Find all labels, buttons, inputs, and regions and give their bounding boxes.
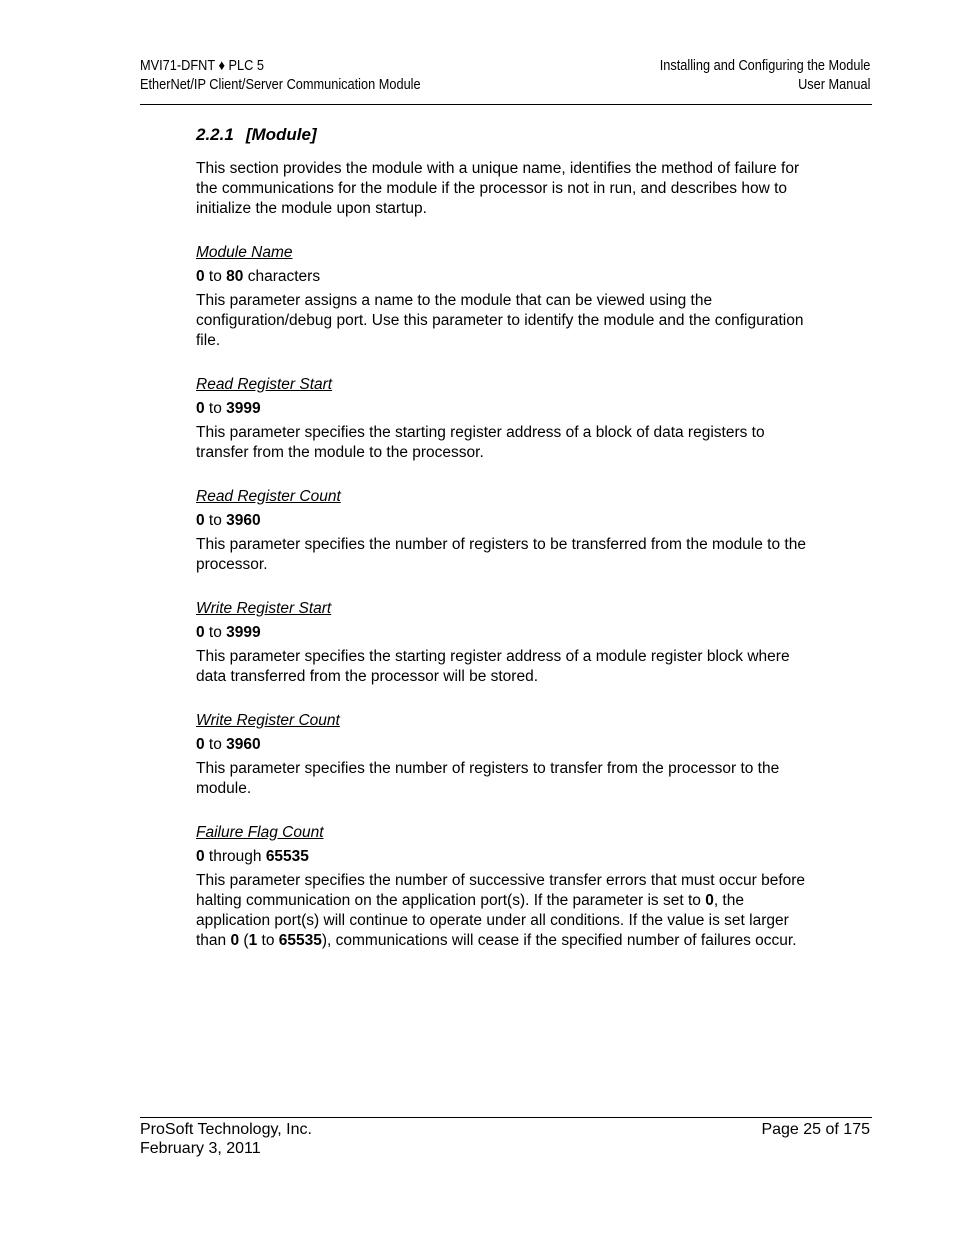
param-range: 0 to 3960 [196,512,261,529]
param-block-read-register-count [196,487,821,575]
param-name: Read Register Start [196,376,333,393]
param-range: 0 to 80 characters [196,268,321,285]
page-footer-left [140,1120,312,1158]
page-header-right [659,57,870,95]
section-title: [Module] [245,125,317,144]
param-description: This parameter specifies the number of registers to transfer from the processor to the module. [196,760,780,797]
section-number: 2.2.1 [196,125,234,144]
param-name: Write Register Start [196,600,332,617]
footer-page-number: Page 25 of 175 [761,1121,870,1138]
page-header-left [140,57,421,95]
param-name: Module Name [196,244,293,261]
param-block-module-name [196,243,821,351]
page-body [196,124,821,975]
param-block-write-register-start [196,599,821,687]
param-description: This parameter assigns a name to the module that can be viewed using the configuration/debug port. Use this parameter to identify the module and the configuration file. [196,292,804,349]
param-block-failure-flag-count [196,823,821,951]
param-name: Read Register Count [196,488,341,505]
param-name: Write Register Count [196,712,340,729]
param-block-read-register-start [196,375,821,463]
footer-company: ProSoft Technology, Inc. [140,1121,312,1138]
header-doc-type: User Manual [797,77,870,93]
page-footer-right [761,1120,870,1139]
section-heading [196,124,821,146]
header-chapter: Installing and Configuring the Module [659,58,870,74]
param-range: 0 to 3960 [196,736,261,753]
header-divider [140,104,872,105]
param-name: Failure Flag Count [196,824,324,841]
param-description: This parameter specifies the number of registers to be transferred from the module to the processor. [196,536,806,573]
param-description: This parameter specifies the number of successive transfer errors that must occur before halting communication on the application port(s). If the parameter is set to 0, the application port(s) will continue to operate under all conditions. If the value is set larger than 0 (1 to 65535), communications will cease if the specified number of failures occur. [196,872,806,949]
header-product: MVI71-DFNT ♦ PLC 5 [140,58,264,74]
footer-date: February 3, 2011 [140,1140,261,1157]
section-intro: This section provides the module with a unique name, identifies the method of failure for the communications for the module if the processor is not in run, and describes how to initialize the module upon startup. [196,160,800,217]
param-range: 0 to 3999 [196,400,261,417]
param-block-write-register-count [196,711,821,799]
param-description: This parameter specifies the starting register address of a block of data registers to transfer from the module to the processor. [196,424,765,461]
header-module-name: EtherNet/IP Client/Server Communication Module [140,77,421,93]
param-range: 0 to 3999 [196,624,261,641]
param-description: This parameter specifies the starting register address of a module register block where data transferred from the processor will be stored. [196,648,790,685]
footer-divider [140,1117,872,1118]
param-range: 0 through 65535 [196,848,309,865]
